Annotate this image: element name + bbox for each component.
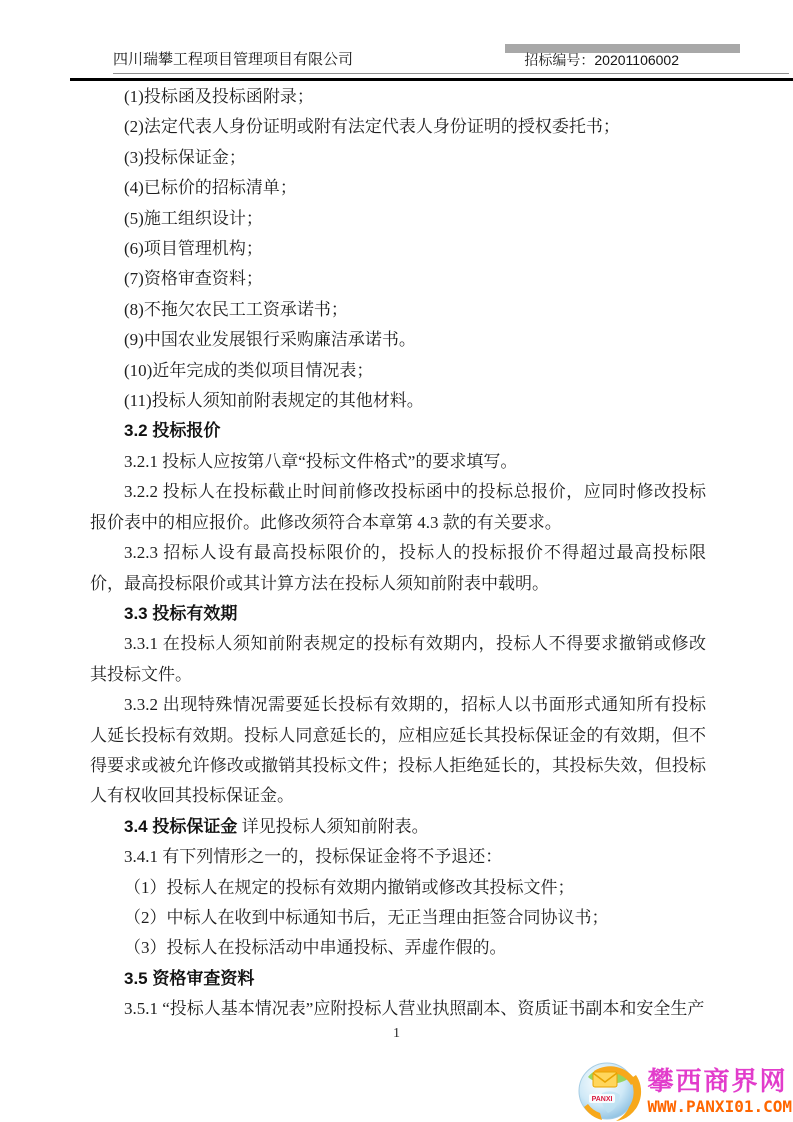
list-item: (7)资格审查资料； xyxy=(124,269,263,289)
list-item: （1）投标人在规定的投标有效期内撤销或修改其投标文件； xyxy=(124,877,575,897)
paragraph: 3.2.2 投标人在投标截止时间前修改投标函中的投标总报价，应同时修改投标报价表中的相应报价。此修改须符合本章第 4.3 款的有关要求。 xyxy=(90,482,706,532)
page-number: 1 xyxy=(393,1026,400,1041)
list-item: (5)施工组织设计； xyxy=(124,208,263,228)
page-header xyxy=(113,50,789,74)
section-heading-3-5: 3.5 资格审查资料 xyxy=(124,968,255,988)
section-heading-3-4-title: 3.4 投标保证金 xyxy=(124,816,238,836)
section-heading-3-3: 3.3 投标有效期 xyxy=(124,603,238,623)
list-item: （2）中标人在收到中标通知书后，无正当理由拒签合同协议书； xyxy=(124,907,609,927)
svg-text:PANXI: PANXI xyxy=(591,1096,612,1103)
section-heading-3-4 xyxy=(90,812,706,842)
paragraph: 3.4.1 有下列情形之一的，投标保证金将不予退还： xyxy=(124,847,503,867)
section-heading-3-4-note: 详见投标人须知前附表。 xyxy=(237,816,429,836)
tender-number-value: 20201106002 xyxy=(594,52,679,68)
list-item: （3）投标人在投标活动中串通投标、弄虚作假的。 xyxy=(124,938,507,958)
list-item: (6)项目管理机构； xyxy=(124,239,263,259)
paragraph: 3.2.1 投标人应按第八章“投标文件格式”的要求填写。 xyxy=(124,451,518,471)
paragraph: 3.2.3 招标人设有最高投标限价的，投标人的投标报价不得超过最高投标限价，最高投标限价或其计算方法在投标人须知前附表中载明。 xyxy=(90,543,706,593)
paragraph: 3.3.1 在投标人须知前附表规定的投标有效期内，投标人不得要求撤销或修改其投标文件。 xyxy=(90,634,706,684)
watermark-text xyxy=(648,1059,793,1117)
list-item: (1)投标函及投标函附录； xyxy=(124,87,314,106)
site-name: 攀西商界网 xyxy=(647,1066,788,1096)
list-item: (10)近年完成的类似项目情况表； xyxy=(124,360,374,380)
panxi-globe-logo-icon xyxy=(574,1059,646,1122)
list-item: (3)投标保证金； xyxy=(124,147,246,167)
tender-number-label: 招标编号： xyxy=(524,52,595,68)
paragraph: 3.5.1 “投标人基本情况表”应附投标人营业执照副本、资质证书副本和安全生产 xyxy=(124,999,705,1019)
list-item: (11)投标人须知前附表规定的其他材料。 xyxy=(124,391,424,411)
site-url: WWW.PANXI01.COM xyxy=(647,1097,792,1116)
list-item: (2)法定代表人身份证明或附有法定代表人身份证明的授权委托书； xyxy=(124,117,620,137)
site-watermark xyxy=(574,1059,793,1122)
list-item: (8)不拖欠农民工工资承诺书； xyxy=(124,299,348,319)
paragraph: 3.3.2 出现特殊情况需要延长投标有效期的，招标人以书面形式通知所有投标人延长投标有效期。投标人同意延长的，应相应延长其投标保证金的有效期，但不得要求或被允许修改或撤销其投标文件；投标人拒绝延长的，其投标失效，但投标人有权收回其投标保证金。 xyxy=(90,695,706,806)
tender-number xyxy=(524,50,789,70)
section-heading-3-2: 3.2 投标报价 xyxy=(124,421,221,441)
list-item: (4)已标价的招标清单； xyxy=(124,178,297,198)
header-rule xyxy=(70,78,793,81)
company-name: 四川瑞攀工程项目管理项目有限公司 xyxy=(113,51,354,68)
document-body xyxy=(90,82,706,1025)
list-item: (9)中国农业发展银行采购廉洁承诺书。 xyxy=(124,330,416,350)
